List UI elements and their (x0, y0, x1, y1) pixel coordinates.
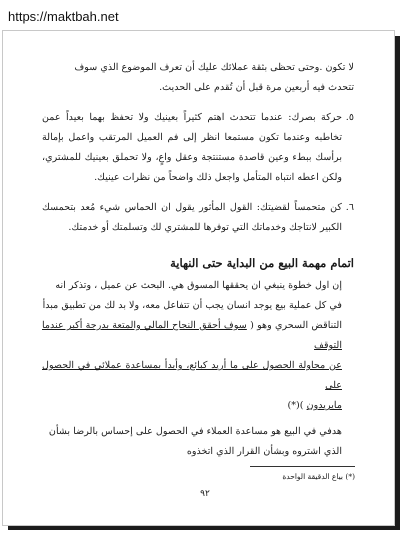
paragraph-sales-line4: عن محاولة الحصول على ما أريد كبائع، وأبدأ بمساعدة عملائي في الحصول على (42, 360, 342, 391)
list-item-6-text: كن متحمساً لقضيتك: القول المأثور يقول ان الحماس شيء مُعد بتحمسك الكبير لانتاجك وخدماتك التي توفرها للمشتري لك وتسلمتك أو خدمتك. (42, 202, 342, 233)
paragraph-intro-line2: تتحدث فيه أربعين مرة قبل أن تُقدم على الحديث. (159, 82, 354, 93)
paragraph-goal (42, 422, 354, 462)
paragraph-goal-line2: الذي اشتروه وبشأن القرار الذي اتخذوه (186, 446, 342, 457)
paragraph-sales-line5-underlined: مايريدون (306, 400, 342, 411)
paragraph-sales-steps (42, 276, 354, 416)
paragraph-sales-line3-underlined: سوف أحقق النجاح المالي والمتعة بدرجة أكبر عندما التوقف (42, 320, 342, 351)
section-heading: اتمام مهمة البيع من البداية حتى النهاية (170, 256, 354, 270)
list-item-6 (42, 198, 354, 238)
paragraph-sales-line2: في كل عملية بيع يوجد انسان يجب أن تتفاعل معه، ولا بد لك من تطبيق مبدأ (42, 300, 342, 311)
paragraph-intro-line1: لا تكون .وحتى تحظى بثقة عملائك عليك أن تعرف الموضوع الذي سوف (74, 62, 354, 73)
site-url[interactable]: https://maktbah.net (8, 9, 119, 24)
paragraph-intro (42, 58, 354, 98)
paragraph-goal-line1: هدفي في البيع هو مساعدة العملاء في الحصول على إحساس بالرضا بشأن (48, 426, 342, 437)
footnote-divider (250, 466, 355, 467)
list-item-6-number: ٦. (345, 202, 354, 213)
footnote: (*) بياع الدقيقة الواحدة (282, 472, 355, 481)
list-item-5-text: حركة بصرك: عندما تتحدث اهتم كثيراً بعينيك ولا تحفظ بهما بعيداً عمن تخاطبه وعندما تكون مستمعا انظر إلى فم العميل المرتقب واعمل بإمالة برأسك ببطء وعين قاصدة مستنتجة وعقل واعٍ، ولا تحملق بعينيك للمشتري، ولكن اعطه انتباه المتأمل واجعل ذلك واضحاً من نظرات عينيك. (42, 112, 342, 183)
paragraph-sales-line5-plain: )(*) (287, 400, 307, 411)
list-item-5 (42, 108, 354, 188)
list-item-5-number: ٥. (345, 112, 354, 123)
paragraph-sales-line3-plain: التناقض السحري وهو ( (246, 320, 343, 331)
page-number: ٩٢ (200, 489, 210, 499)
paragraph-sales-line1: إن اول خطوة ينبغي ان يحققها المسوق هي. البحث عن عميل ، وتذكر انه (55, 280, 342, 291)
page-body (42, 58, 354, 462)
